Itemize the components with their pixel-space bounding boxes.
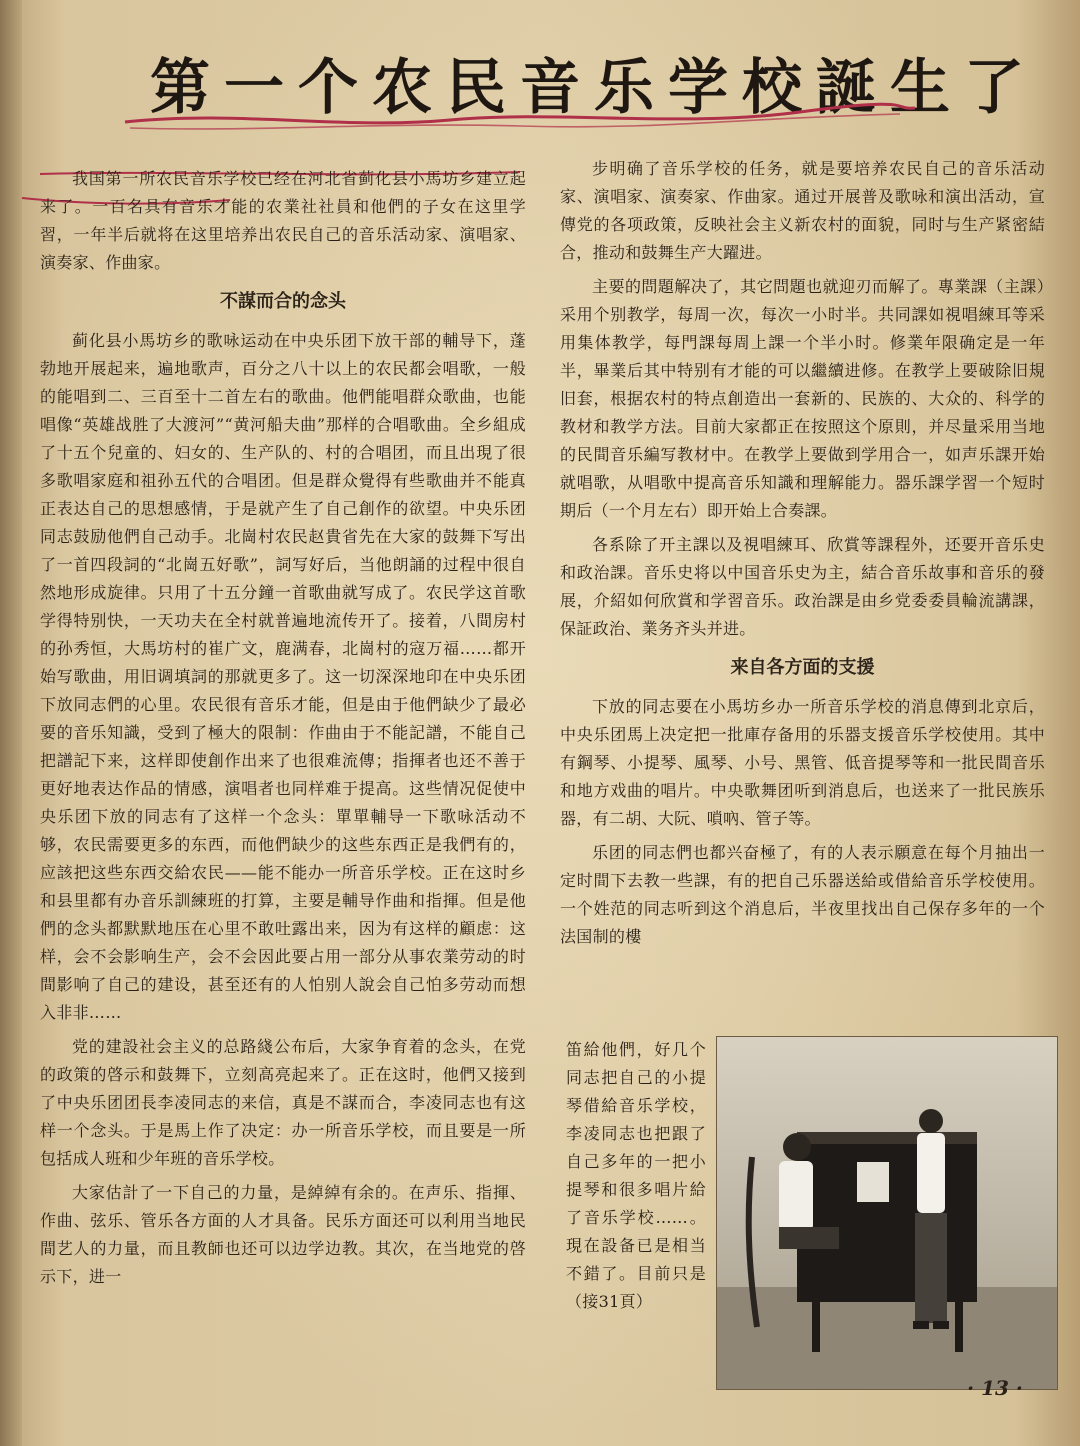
paragraph: 大家估計了一下自己的力量，是綽綽有余的。在声乐、指揮、作曲、弦乐、管乐各方面的人才具备。民乐方面还可以利用当地民間艺人的力量，而且教師也还可以边学边教。其次，在当地党的啓示下，进一: [40, 1183, 526, 1286]
page-binding-edge: [0, 0, 22, 1446]
lead-paragraph: 我国第一所农民音乐学校已经在河北省蓟化县小馬坊乡建立起来了。一百名具有音乐才能的农業社社員和他們的子女在这里学習，一年半后就将在这里培养出农民自己的音乐活动家、演唱家、演奏家、作曲家。: [40, 169, 526, 272]
right-column: [560, 155, 1045, 957]
paragraph: 步明确了音乐学校的任务，就是要培养农民自己的音乐活动家、演唱家、演奏家、作曲家。通过开展普及歌咏和演出活动，宣傳党的各项政策，反映社会主义新农村的面貌，同时与生产紧密結合，推动和鼓舞生产大躍进。: [560, 159, 1045, 262]
red-pen-underline: [120, 100, 920, 140]
photo-image: [717, 1037, 1057, 1389]
paragraph: 乐团的同志們也都兴奋極了，有的人表示願意在每个月抽出一定时間下去教一些課，有的把自己乐器送給或借給音乐学校使用。一个姓范的同志听到这个消息后，半夜里找出自己保存多年的一个法国制的樓: [560, 843, 1045, 946]
singer-trousers: [915, 1213, 947, 1323]
paragraph: 主要的問題解决了，其它問題也就迎刃而解了。專業課（主課）采用个别教学，每周一次，每次一小时半。共同課如視唱練耳等采用集体教学，每門課每周上課一个半小时。修業年限确定是一年半，畢業后其中特别有才能的可以繼續进修。在教学上要破除旧規旧套，根据农村的特点創造出一套新的、民族的、大众的、科学的教材和教学方法。目前大家都正在按照这个原則，并尽量采用当地的民間音乐編写教材中。在教学上要做到学用合一，如声乐課开始就唱歌，从唱歌中提高音乐知識和理解能力。器乐課学習一个短时期后（一个月左右）即开始上合奏課。: [560, 277, 1045, 520]
left-column: [40, 165, 526, 1297]
pianist-body: [779, 1161, 813, 1231]
page-number: · 13 ·: [967, 1376, 1023, 1400]
paragraph: 党的建設社会主义的总路綫公布后，大家争育着的念头，在党的政策的啓示和鼓舞下，立刻高亮起来了。正在这时，他們又接到了中央乐团团長李凌同志的来信，真是不謀而合，李凌同志也有这样一个念头。于是馬上作了决定：办一所音乐学校，而且要是一所包括成人班和少年班的音乐学校。: [40, 1037, 526, 1168]
paragraph: 各系除了开主課以及視唱練耳、欣賞等課程外，还要开音乐史和政治課。音乐史将以中国音乐史为主，結合音乐故事和音乐的發展，介紹如何欣賞和学習音乐。政治課是由乡党委委員輪流講課，保証政治、業务齐头并进。: [560, 535, 1045, 638]
singer-shirt: [917, 1133, 945, 1213]
sheet-music: [857, 1162, 889, 1202]
photo-side-text: [566, 1036, 706, 1322]
paragraph: 下放的同志要在小馬坊乡办一所音乐学校的消息傳到北京后，中央乐团馬上决定把一批庫存备用的乐器支援音乐学校使用。其中有鋼琴、小提琴、風琴、小号、黑管、低音提琴等和一批民間音乐和地方戏曲的唱片。中央歌舞团听到消息后，也送来了一批民族乐器，有二胡、大阮、嗩吶、管子等。: [560, 697, 1045, 828]
section-heading-2: 来自各方面的支援: [730, 657, 875, 678]
section-heading-1: 不謀而合的念头: [220, 291, 346, 312]
pianist-head: [783, 1133, 811, 1161]
paragraph: 蓟化县小馬坊乡的歌咏运动在中央乐团下放干部的輔导下，蓬勃地开展起来，遍地歌声，百分之八十以上的农民都会唱歌，一般的能唱到二、三百至十二首左右的歌曲。他們能唱群众歌曲，也能唱像“英雄战胜了大渡河”“黄河船夫曲”那样的合唱歌曲。全乡組成了十五个兒童的、妇女的、生产队的、村的合唱团，而且出現了很多歌唱家庭和祖孙五代的合唱团。但是群众覺得有些歌曲并不能真正表达自己的思想感情，于是就产生了自己創作的欲望。中央乐团同志鼓励他們自己动手。北崗村农民赵貴省先在大家的鼓舞下写出了一首四段詞的“北崗五好歌”，詞写好后，当他朗誦的过程中很自然地形成旋律。只用了十五分鐘一首歌曲就写成了。农民学这首歌学得特别快，一天功夫在全村就普遍地流传开了。接着，八間房村的孙秀恒，大馬坊村的崔广文，鹿满春，北崗村的寇万福……都开始写歌曲，用旧调填詞的那就更多了。这一切深深地印在中央乐团下放同志們的心里。农民很有音乐才能，但是由于他們缺少了最必要的音乐知識，受到了極大的限制：作曲由于不能記譜，不能自己把譜記下来，这样即使創作出来了也很难流傳；指揮者也还不善于更好地表达作品的情感，演唱者也同样难于提高。这些情况促使中央乐团下放的同志有了这样一个念头：單單輔导一下歌咏活动不够，农民需要更多的东西，而他們缺少的这些东西正是我們有的，应該把这些东西交給农民——能不能办一所音乐学校。正在这时乡和县里都有办音乐訓練班的打算，主要是輔导作曲和指揮。但是他們的念头都默默地压在心里不敢吐露出来，因为有这样的顧虑：这样，会不会影响生产，会不会因此要占用一部分从事农業劳动的时間影响了自己的建设，甚至还有的人怕别人說会自己怕多劳动而想入非非……: [40, 331, 526, 1022]
piano-shape: [797, 1132, 977, 1302]
piano-lesson-photo: [716, 1036, 1058, 1390]
article-title: 第一个农民音乐学校誕生了: [150, 53, 1038, 123]
singer-head: [919, 1109, 943, 1133]
paragraph: 笛給他們，好几个同志把自己的小提琴借給音乐学校，李凌同志也把跟了自己多年的一把小提琴和很多唱片給了音乐学校……。現在設备已是相当不錯了。目前只是（接31頁）: [566, 1040, 706, 1311]
